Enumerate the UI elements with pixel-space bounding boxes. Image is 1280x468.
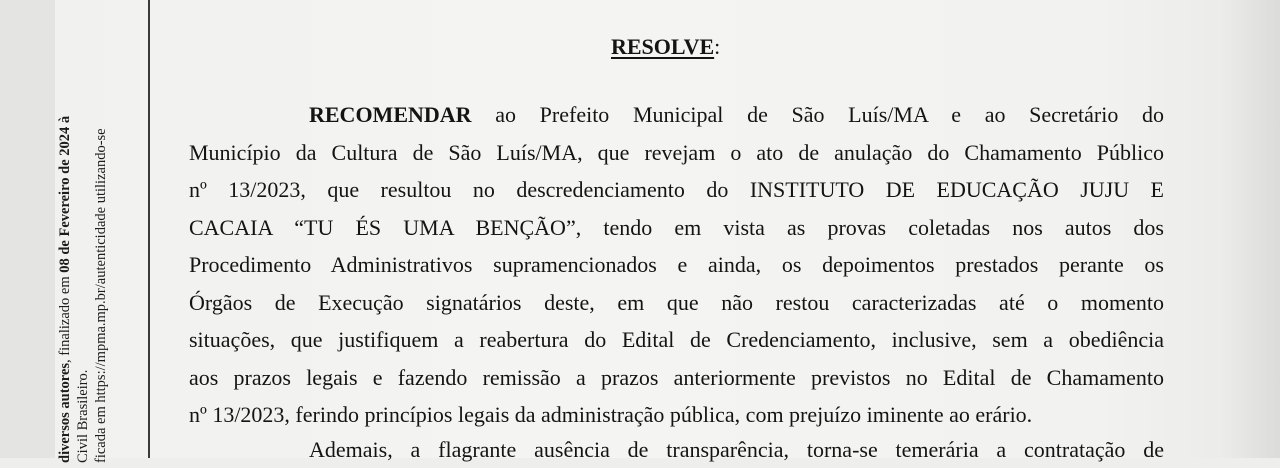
- signature-note-line-3: ficada em https://mpma.mp.br/autenticidade utilizando-se: [92, 0, 110, 463]
- signature-note-line-2: Civil Brasileiro.: [74, 0, 92, 463]
- signature-date: 08 de Fevereiro de 2024 à: [57, 116, 73, 273]
- paragraph-line: nº 13/2023, ferindo princípios legais da administração pública, com prejuízo iminente ao erário.: [189, 396, 1164, 434]
- recommend-keyword: RECOMENDAR: [309, 102, 472, 127]
- signature-note-line-1: [56, 0, 74, 463]
- heading-text: RESOLVE: [611, 34, 714, 59]
- paragraph-line: Órgãos de Execução signatários deste, em que não restou caracterizadas até o momento: [189, 284, 1164, 322]
- paragraph-line: [189, 96, 1164, 134]
- paragraph-line: aos prazos legais e fazendo remissão a prazos anteriormente previstos no Edital de Chamamento: [189, 359, 1164, 397]
- cropped-top-line: [190, 0, 1090, 2]
- paragraph-line: Ademais, a flagrante ausência de transparência, torna-se temerária a contratação de: [189, 431, 1164, 468]
- heading-colon: :: [714, 34, 720, 59]
- paragraph-line: situações, que justifiquem a reabertura do Edital de Credenciamento, inclusive, sem a obediência: [189, 321, 1164, 359]
- document-body: [189, 96, 1164, 468]
- page-shadow: [1220, 0, 1280, 458]
- left-background: [0, 0, 55, 458]
- section-heading: [611, 32, 720, 62]
- paragraph-line: CACAIA “TU ÉS UMA BENÇÃO”, tendo em vista as provas coletadas nos autos dos: [189, 209, 1164, 247]
- paragraph-text: ao Prefeito Municipal de São Luís/MA e ao Secretário do: [472, 102, 1164, 127]
- page-border-line: [148, 0, 150, 458]
- paragraph-line: Município da Cultura de São Luís/MA, que revejam o ato de anulação do Chamamento Público: [189, 134, 1164, 172]
- signature-finalized: , finalizado em: [57, 273, 73, 363]
- paragraph-line: nº 13/2023, que resultou no descredenciamento do INSTITUTO DE EDUCAÇÃO JUJU E: [189, 171, 1164, 209]
- signature-authors: diversos autores: [57, 363, 73, 463]
- paragraph-line: Procedimento Administrativos supramencionados e ainda, os depoimentos prestados perante os: [189, 246, 1164, 284]
